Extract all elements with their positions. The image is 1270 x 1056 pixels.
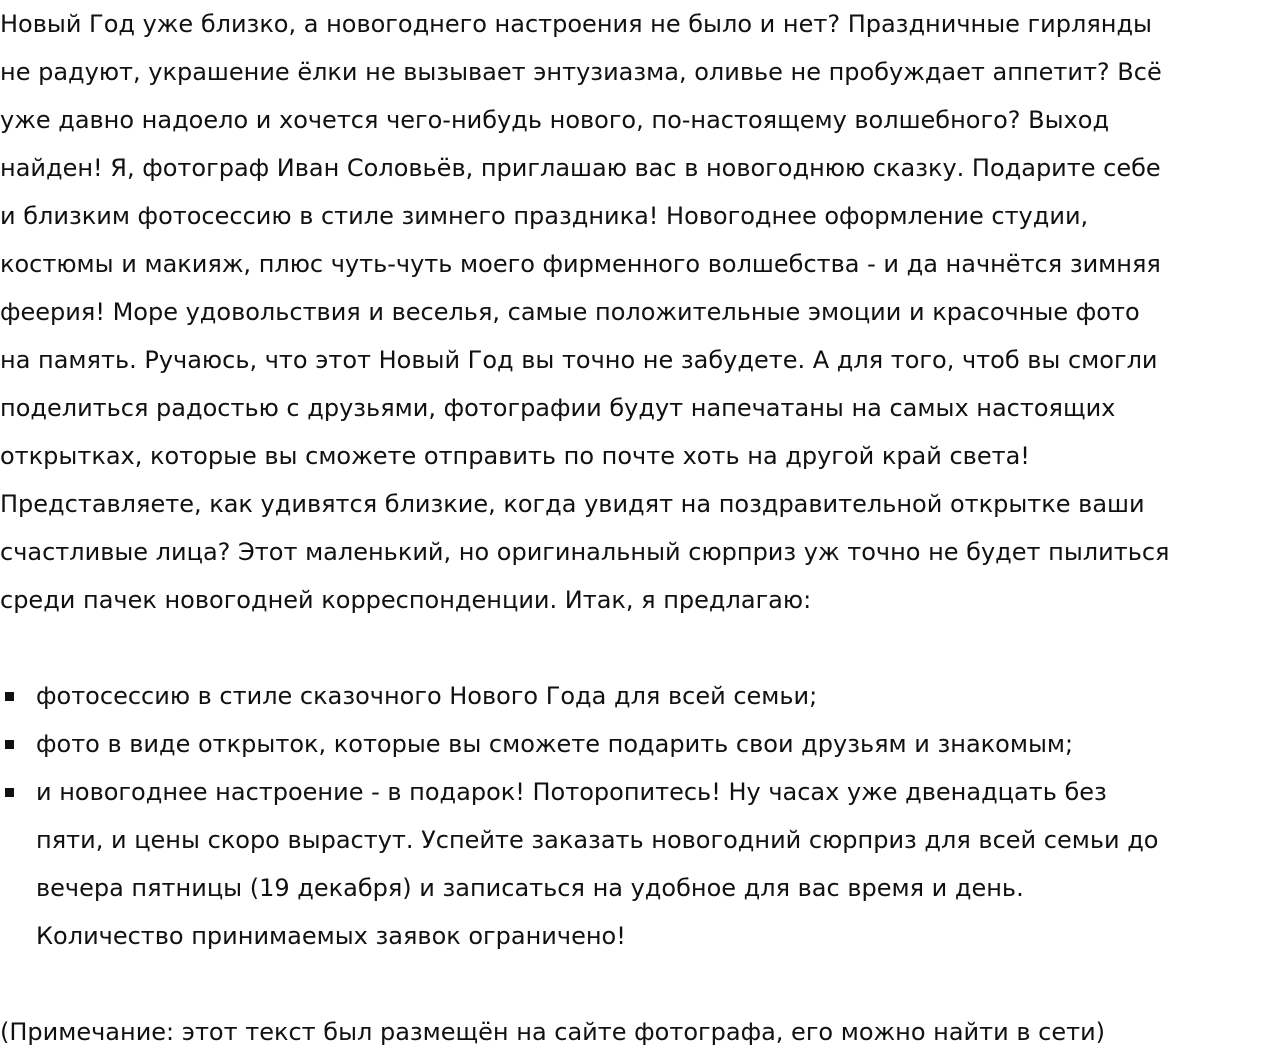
list-item-line: фотосессию в стиле сказочного Нового Года для всей семьи;	[36, 682, 818, 710]
intro-line: открытках, которые вы сможете отправить по почте хоть на другой край света!	[0, 442, 1030, 470]
intro-line: не радуют, украшение ёлки не вызывает энтузиазма, оливье не пробуждает аппетит? Всё	[0, 58, 1162, 86]
intro-line: найден! Я, фотограф Иван Соловьёв, приглашаю вас в новогоднюю сказку. Подарите себе	[0, 154, 1161, 182]
square-bullet-icon	[5, 740, 14, 749]
intro-line: среди пачек новогодней корреспонденции. Итак, я предлагаю:	[0, 586, 812, 614]
list-item-line: фото в виде открыток, которые вы сможете подарить свои друзьям и знакомым;	[36, 730, 1074, 758]
intro-line: Представляете, как удивятся близкие, когда увидят на поздравительной открытке ваши	[0, 490, 1145, 518]
square-bullet-icon	[5, 692, 14, 701]
intro-line: Новый Год уже близко, а новогоднего настроения не было и нет? Праздничные гирлянды	[0, 10, 1152, 38]
list-item-line: пяти, и цены скоро вырастут. Успейте заказать новогодний сюрприз для всей семьи до	[36, 826, 1159, 854]
list-item-line: вечера пятницы (19 декабря) и записаться на удобное для вас время и день.	[36, 874, 1024, 902]
footnote: (Примечание: этот текст был размещён на сайте фотографа, его можно найти в сети)	[0, 1018, 1106, 1046]
intro-line: и близким фотосессию в стиле зимнего праздника! Новогоднее оформление студии,	[0, 202, 1089, 230]
square-bullet-icon	[5, 788, 14, 797]
list-item	[0, 768, 1270, 960]
offer-list	[0, 672, 1270, 960]
list-item	[0, 720, 1270, 768]
intro-line: поделиться радостью с друзьями, фотографии будут напечатаны на самых настоящих	[0, 394, 1116, 422]
list-item-line: Количество принимаемых заявок ограничено!	[36, 922, 626, 950]
intro-line: костюмы и макияж, плюс чуть-чуть моего фирменного волшебства - и да начнётся зимняя	[0, 250, 1161, 278]
intro-line: счастливые лица? Этот маленький, но оригинальный сюрприз уж точно не будет пылиться	[0, 538, 1170, 566]
list-item	[0, 672, 1270, 720]
list-item-line: и новогоднее настроение - в подарок! Поторопитесь! Ну часах уже двенадцать без	[36, 778, 1107, 806]
intro-line: уже давно надоело и хочется чего-нибудь нового, по-настоящему волшебного? Выход	[0, 106, 1110, 134]
intro-line: феерия! Море удовольствия и веселья, самые положительные эмоции и красочные фото	[0, 298, 1140, 326]
intro-line: на память. Ручаюсь, что этот Новый Год вы точно не забудете. А для того, чтоб вы смогли	[0, 346, 1158, 374]
